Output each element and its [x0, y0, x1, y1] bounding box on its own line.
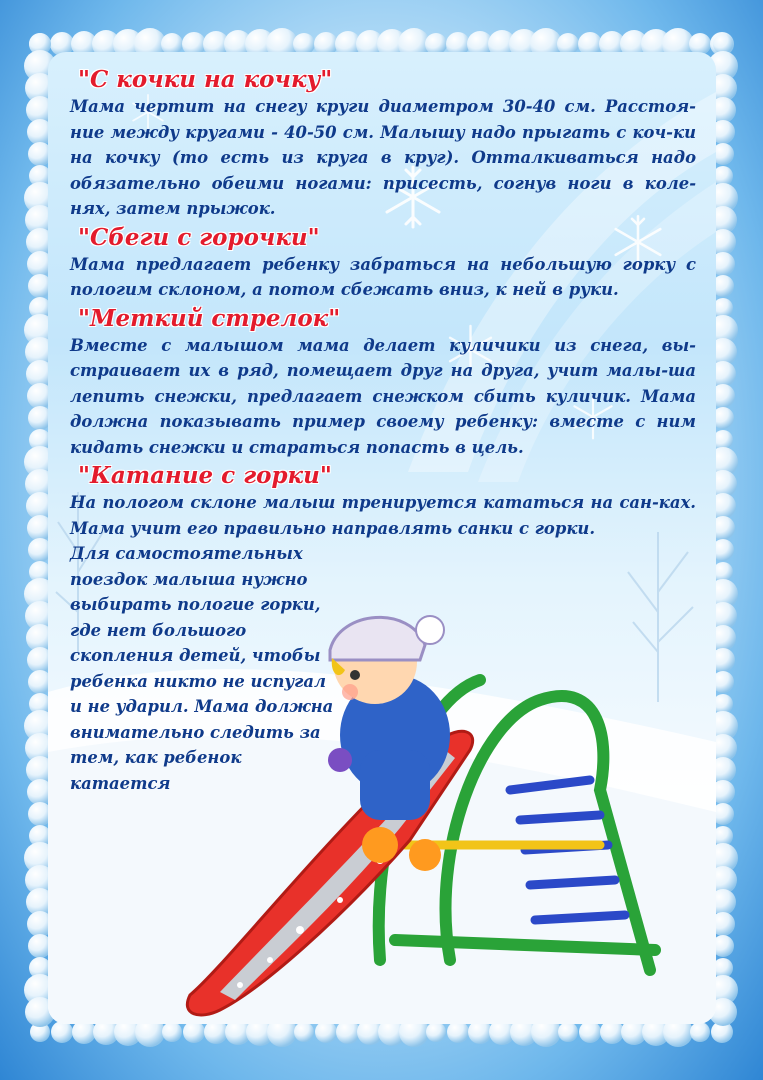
section-paragraph: Вместе с малышом мама делает куличики из снега, вы-страивает их в ряд, помещает друг на друга, учит малы-ша лепить снежки, предлагает снежком сбить куличик. Мама должна показывать пример своему ребенку: вместе с ним кидать снежки и стараться попасть в цель. [70, 335, 696, 457]
section-title: "Сбеги с горочки" [78, 223, 320, 251]
section-paragraph: На пологом склоне малыш тренируется кататься на сан-ках. Мама учит его правильно направлять санки с горки. [70, 493, 696, 538]
section-paragraph-narrow: Для самостоятельных поездок малыша нужно выбирать пологие горки, где нет большого скопления детей, чтобы ребенка никто не испугал и не ударил. Мама должна внимательно следить за тем, как ребенок катается [70, 544, 334, 793]
section-paragraph: Мама предлагает ребенку забраться на небольшую горку с пологим склоном, а потом сбежать вниз, к ней в руки. [70, 254, 696, 299]
section-title: "Меткий стрелок" [78, 304, 341, 332]
section-title: "Катание с горки" [78, 462, 332, 489]
snowball-bead [162, 1022, 182, 1042]
section-paragraph: Мама чертит на снегу круги диаметром 30-40 см. Расстоя-ние между кругами - 40-50 см. Малышу надо прыгать с коч-ки на кочку (то есть из круга в круг). Отталкиваться надо обязательно обеими ногами: присесть, согнув ноги в коле-нях, затем прыжок. [70, 97, 696, 218]
snowball-bead [690, 1022, 710, 1042]
snowball-bead [51, 1021, 73, 1043]
child-on-slide-illustration [180, 600, 680, 1030]
section-title: "С кочки на кочку" [78, 66, 333, 93]
